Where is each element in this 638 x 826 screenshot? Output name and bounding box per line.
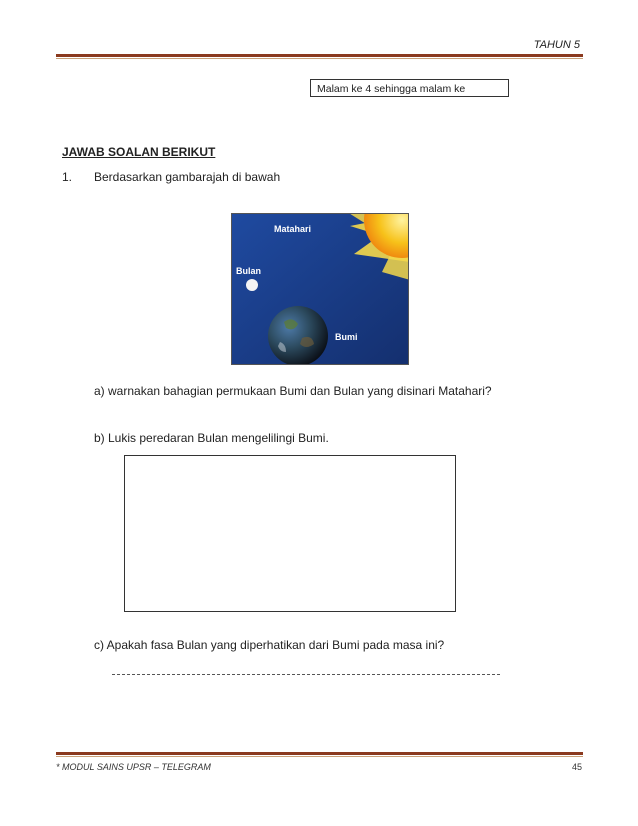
page-number: 45 bbox=[571, 762, 582, 772]
footer-rule bbox=[56, 752, 583, 757]
answer-line[interactable] bbox=[112, 674, 500, 675]
question-part-c: c) Apakah fasa Bulan yang diperhatikan dari Bumi pada masa ini? bbox=[94, 638, 445, 652]
drawing-answer-box[interactable] bbox=[124, 455, 456, 612]
moon-icon bbox=[246, 279, 258, 291]
header-rule bbox=[56, 54, 583, 59]
reference-box: Malam ke 4 sehingga malam ke bbox=[310, 79, 509, 97]
question-part-a: a) warnakan bahagian permukaan Bumi dan Bulan yang disinari Matahari? bbox=[94, 384, 492, 398]
sun-moon-earth-figure bbox=[231, 213, 409, 365]
question-number: 1. bbox=[62, 170, 73, 184]
earth-icon bbox=[268, 306, 328, 365]
earth-label: Bumi bbox=[335, 332, 358, 342]
sun-label: Matahari bbox=[274, 224, 312, 234]
header-title: TAHUN 5 bbox=[533, 39, 580, 51]
section-title: JAWAB SOALAN BERIKUT bbox=[62, 145, 216, 159]
footer-text: * MODUL SAINS UPSR – TELEGRAM bbox=[56, 762, 211, 772]
question-part-b: b) Lukis peredaran Bulan mengelilingi Bumi. bbox=[94, 431, 329, 445]
moon-label: Bulan bbox=[236, 266, 262, 276]
question-text: Berdasarkan gambarajah di bawah bbox=[94, 170, 281, 184]
